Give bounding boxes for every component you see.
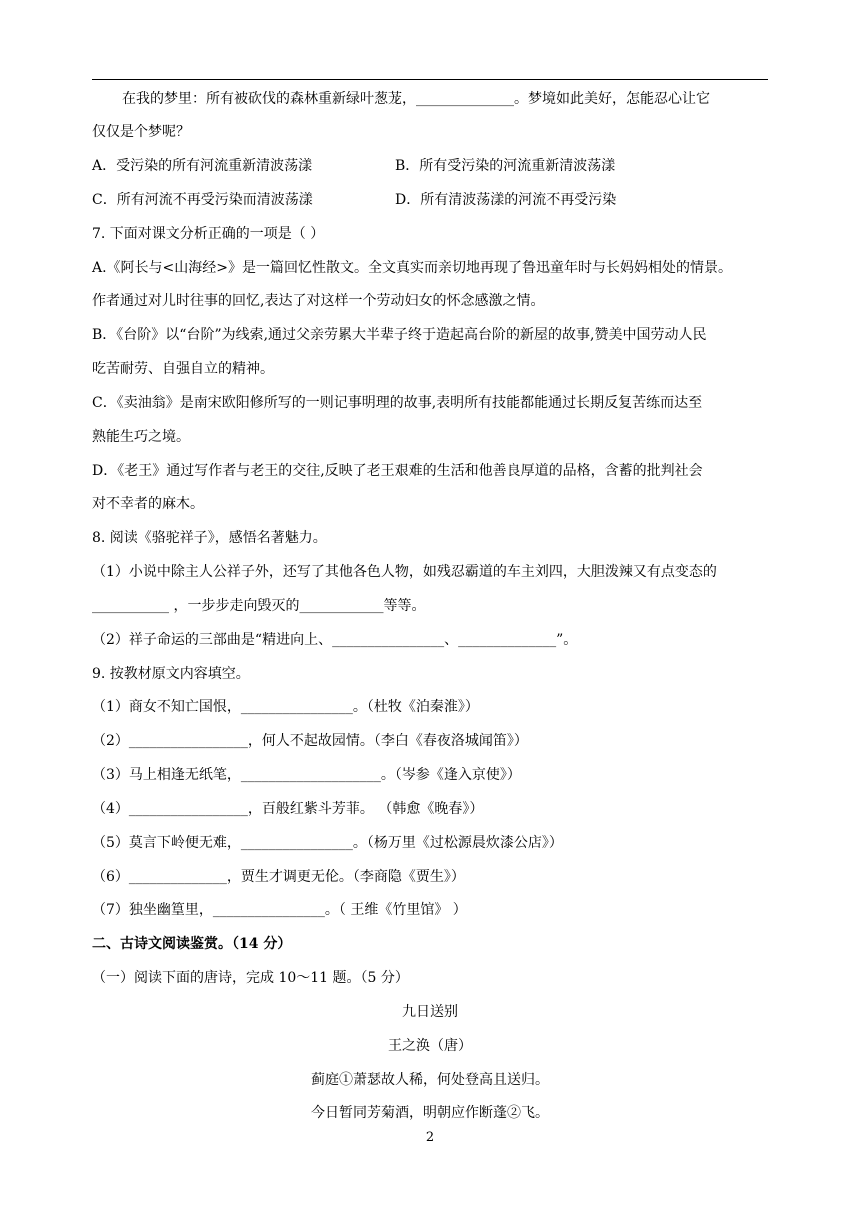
q7-option-d-line2: 对不幸者的麻木。 [92,496,204,512]
option-c: C．所有河流不再受污染而清波荡漾 [92,192,313,208]
page-number: 2 [425,1130,435,1145]
q7-option-c-line2: 熟能生巧之境。 [92,429,190,445]
q7-option-b-line1: B．《台阶》以“台阶”为线索,通过父亲劳累大半辈子终于造起高台阶的新屋的故事,赞美中国劳动人民 [92,327,707,343]
section-2-heading: 二、古诗文阅读鉴赏。（14 分） [92,936,292,952]
question-8-stem: 8. 阅读《骆驼祥子》，感悟名著魅力。 [92,530,327,546]
q7-option-b-line2: 吃苦耐劳、自强自立的精神。 [92,361,274,377]
q7-option-d-line1: D．《老王》通过写作者与老王的交往,反映了老王艰难的生活和他善良厚道的品格，含蓄的批判社会 [92,463,703,479]
poem-line-1: 蓟庭①萧瑟故人稀，何处登高且送归。 [311,1072,549,1088]
q9-item-5: （5）莫言下岭便无难，________________。（杨万里《过松源晨炊漆公店》） [92,835,563,851]
q7-option-c-line1: C．《卖油翁》是南宋欧阳修所写的一则记事明理的故事,表明所有技能都能通过长期反复苦练而达至 [92,395,703,411]
option-b: B．所有受污染的河流重新清波荡漾 [395,158,616,174]
q9-item-3: （3）马上相逢无纸笔，____________________。（岑参《逢入京使》） [92,767,521,783]
poem-line-2: 今日暂同芳菊酒，明朝应作断蓬②飞。 [311,1105,549,1121]
q7-option-a-line1: A.《阿长与<山海经>》是一篇回忆性散文。全文真实而亲切地再现了鲁迅童年时与长妈妈相处的情景。 [92,260,733,276]
option-a: A．受污染的所有河流重新清波荡漾 [92,158,313,174]
q9-item-2: （2）_________________，何人不起故园情。（李白《春夜洛城闻笛》） [92,733,528,749]
question-7-stem: 7. 下面对课文分析正确的一项是（ ） [92,226,325,242]
poem-title: 九日送别 [402,1004,458,1020]
paragraph-line: 在我的梦里：所有被砍伐的森林重新绿叶葱茏，______________。梦境如此美好，怎能忍心让它 [122,91,710,107]
question-9-stem: 9. 按教材原文内容填空。 [92,666,250,682]
poem-author: 王之涣（唐） [388,1038,472,1054]
q9-item-6: （6）______________，贾生才调更无伦。（李商隐《贾生》） [92,869,465,885]
header-rule [92,79,768,80]
option-d: D．所有清波荡漾的河流不再受污染 [395,192,617,208]
q8-part1-line2: ___________ ，一步步走向毁灭的____________等等。 [92,598,426,614]
q9-item-4: （4）_________________，百般红紫斗芳菲。 （韩愈《晚春》） [92,801,484,817]
q8-part2: （2）祥子命运的三部曲是“精进向上、________________、______________”。 [92,632,578,648]
q9-item-1: （1）商女不知亡国恨，________________。（杜牧《泊秦淮》） [92,699,479,715]
q9-item-7: （7）独坐幽篁里，________________。（ 王维《竹里馆》 ） [92,902,467,918]
paragraph-line: 仅仅是个梦呢？ [92,124,190,140]
q8-part1-line1: （1）小说中除主人公祥子外，还写了其他各色人物，如残忍霸道的车主刘四，大胆泼辣又有点变态的 [92,564,717,580]
section-2-subheading: （一）阅读下面的唐诗，完成 10～11 题。（5 分） [92,970,409,986]
q7-option-a-line2: 作者通过对儿时往事的回忆,表达了对这样一个劳动妇女的怀念感激之情。 [92,293,545,309]
